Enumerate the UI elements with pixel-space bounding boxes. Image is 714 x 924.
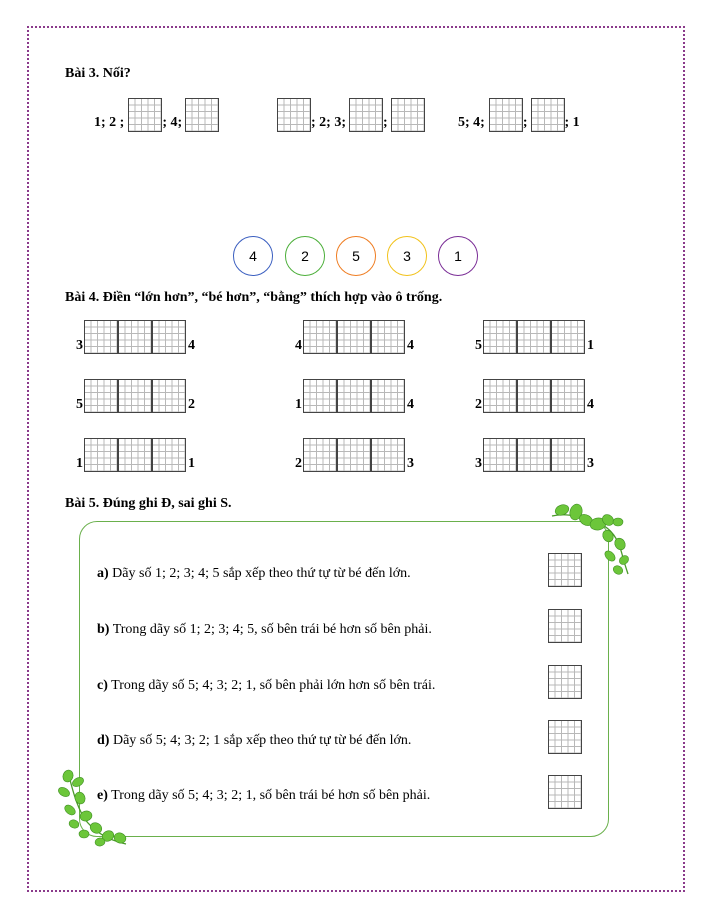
- answer-box[interactable]: [84, 320, 186, 354]
- statement-d-text: Dãy số 5; 4; 3; 2; 1 sắp xếp theo thứ tự từ bé đến lớn.: [109, 733, 412, 748]
- seq2-text-2: ;: [383, 115, 388, 130]
- bai3-sequence-3: [458, 96, 580, 132]
- left-number: 3: [475, 456, 482, 471]
- left-number: 1: [295, 397, 302, 412]
- seq3-blank-2[interactable]: [531, 98, 565, 132]
- number-circle-3[interactable]: 3: [387, 236, 427, 276]
- right-number: 2: [188, 397, 195, 412]
- statement-c-text: Trong dãy số 5; 4; 3; 2; 1, số bên phải lớn hơn số bên trái.: [107, 678, 436, 693]
- seq1-blank-1[interactable]: [128, 98, 162, 132]
- comparison-2-3: [470, 379, 599, 413]
- left-number: 2: [475, 397, 482, 412]
- bai3-sequence-2: [277, 96, 425, 132]
- right-number: 4: [587, 397, 594, 412]
- bai4-title: Bài 4. Điền “lớn hơn”, “bé hơn”, “bằng” thích hợp vào ô trống.: [65, 290, 443, 305]
- comparison-1-2: [290, 320, 419, 354]
- right-number: 4: [407, 338, 414, 353]
- comparison-2-2: [290, 379, 419, 413]
- answer-box-e[interactable]: [548, 775, 582, 809]
- left-number: 4: [295, 338, 302, 353]
- answer-box[interactable]: [303, 379, 405, 413]
- right-number: 1: [587, 338, 594, 353]
- seq2-blank-2[interactable]: [349, 98, 383, 132]
- seq1-text-2: ; 4;: [162, 115, 183, 130]
- answer-box[interactable]: [84, 438, 186, 472]
- seq2-text-1: ; 2; 3;: [311, 115, 346, 130]
- statement-b-label: b): [97, 622, 110, 637]
- left-number: 5: [76, 397, 83, 412]
- comparison-1-3: [470, 320, 599, 354]
- statement-d-label: d): [97, 733, 110, 748]
- left-number: 5: [475, 338, 482, 353]
- statement-e-label: e): [97, 788, 108, 803]
- right-number: 3: [407, 456, 414, 471]
- number-circle-2[interactable]: 2: [285, 236, 325, 276]
- right-number: 4: [407, 397, 414, 412]
- seq3-text-2: ;: [522, 115, 528, 130]
- left-number: 1: [76, 456, 83, 471]
- answer-box[interactable]: [483, 379, 585, 413]
- answer-box-c[interactable]: [548, 665, 582, 699]
- statement-a-label: a): [97, 566, 109, 581]
- bai3-sequence-1: [94, 96, 219, 132]
- answer-box-a[interactable]: [548, 553, 582, 587]
- statement-e: [97, 788, 430, 804]
- right-number: 4: [188, 338, 195, 353]
- comparison-1-1: [71, 320, 200, 354]
- left-number: 3: [76, 338, 83, 353]
- seq3-text-1: 5; 4;: [458, 115, 485, 130]
- statement-c: [97, 678, 435, 694]
- seq3-text-3: ; 1: [564, 115, 580, 130]
- statement-d: [97, 733, 411, 749]
- answer-box[interactable]: [483, 438, 585, 472]
- number-circle-1[interactable]: 1: [438, 236, 478, 276]
- seq1-text-1: 1; 2 ;: [94, 115, 125, 130]
- bai3-title: Bài 3. Nối?: [65, 66, 131, 81]
- comparison-3-2: [290, 438, 419, 472]
- statement-e-text: Trong dãy số 5; 4; 3; 2; 1, số bên trái bé hơn số bên phải.: [107, 788, 431, 803]
- leaf-vine-bottom-left-icon: [56, 768, 132, 850]
- comparison-2-1: [71, 379, 200, 413]
- number-circle-5[interactable]: 5: [336, 236, 376, 276]
- answer-box[interactable]: [483, 320, 585, 354]
- seq2-blank-1[interactable]: [277, 98, 311, 132]
- statement-b-text: Trong dãy số 1; 2; 3; 4; 5, số bên trái bé hơn số bên phải.: [109, 622, 432, 637]
- left-number: 2: [295, 456, 302, 471]
- seq2-blank-3[interactable]: [391, 98, 425, 132]
- comparison-3-3: [470, 438, 599, 472]
- answer-box[interactable]: [303, 438, 405, 472]
- right-number: 1: [188, 456, 195, 471]
- statement-c-label: c): [97, 678, 108, 693]
- seq3-blank-1[interactable]: [489, 98, 523, 132]
- right-number: 3: [587, 456, 594, 471]
- statement-a: [97, 566, 411, 582]
- statement-a-text: Dãy số 1; 2; 3; 4; 5 sắp xếp theo thứ tự từ bé đến lớn.: [108, 566, 411, 581]
- answer-box-b[interactable]: [548, 609, 582, 643]
- comparison-3-1: [71, 438, 200, 472]
- bai5-title: Bài 5. Đúng ghi Đ, sai ghi S.: [65, 496, 232, 511]
- answer-box[interactable]: [303, 320, 405, 354]
- statement-b: [97, 622, 432, 638]
- answer-box-d[interactable]: [548, 720, 582, 754]
- answer-box[interactable]: [84, 379, 186, 413]
- seq1-blank-2[interactable]: [185, 98, 219, 132]
- number-circle-4[interactable]: 4: [233, 236, 273, 276]
